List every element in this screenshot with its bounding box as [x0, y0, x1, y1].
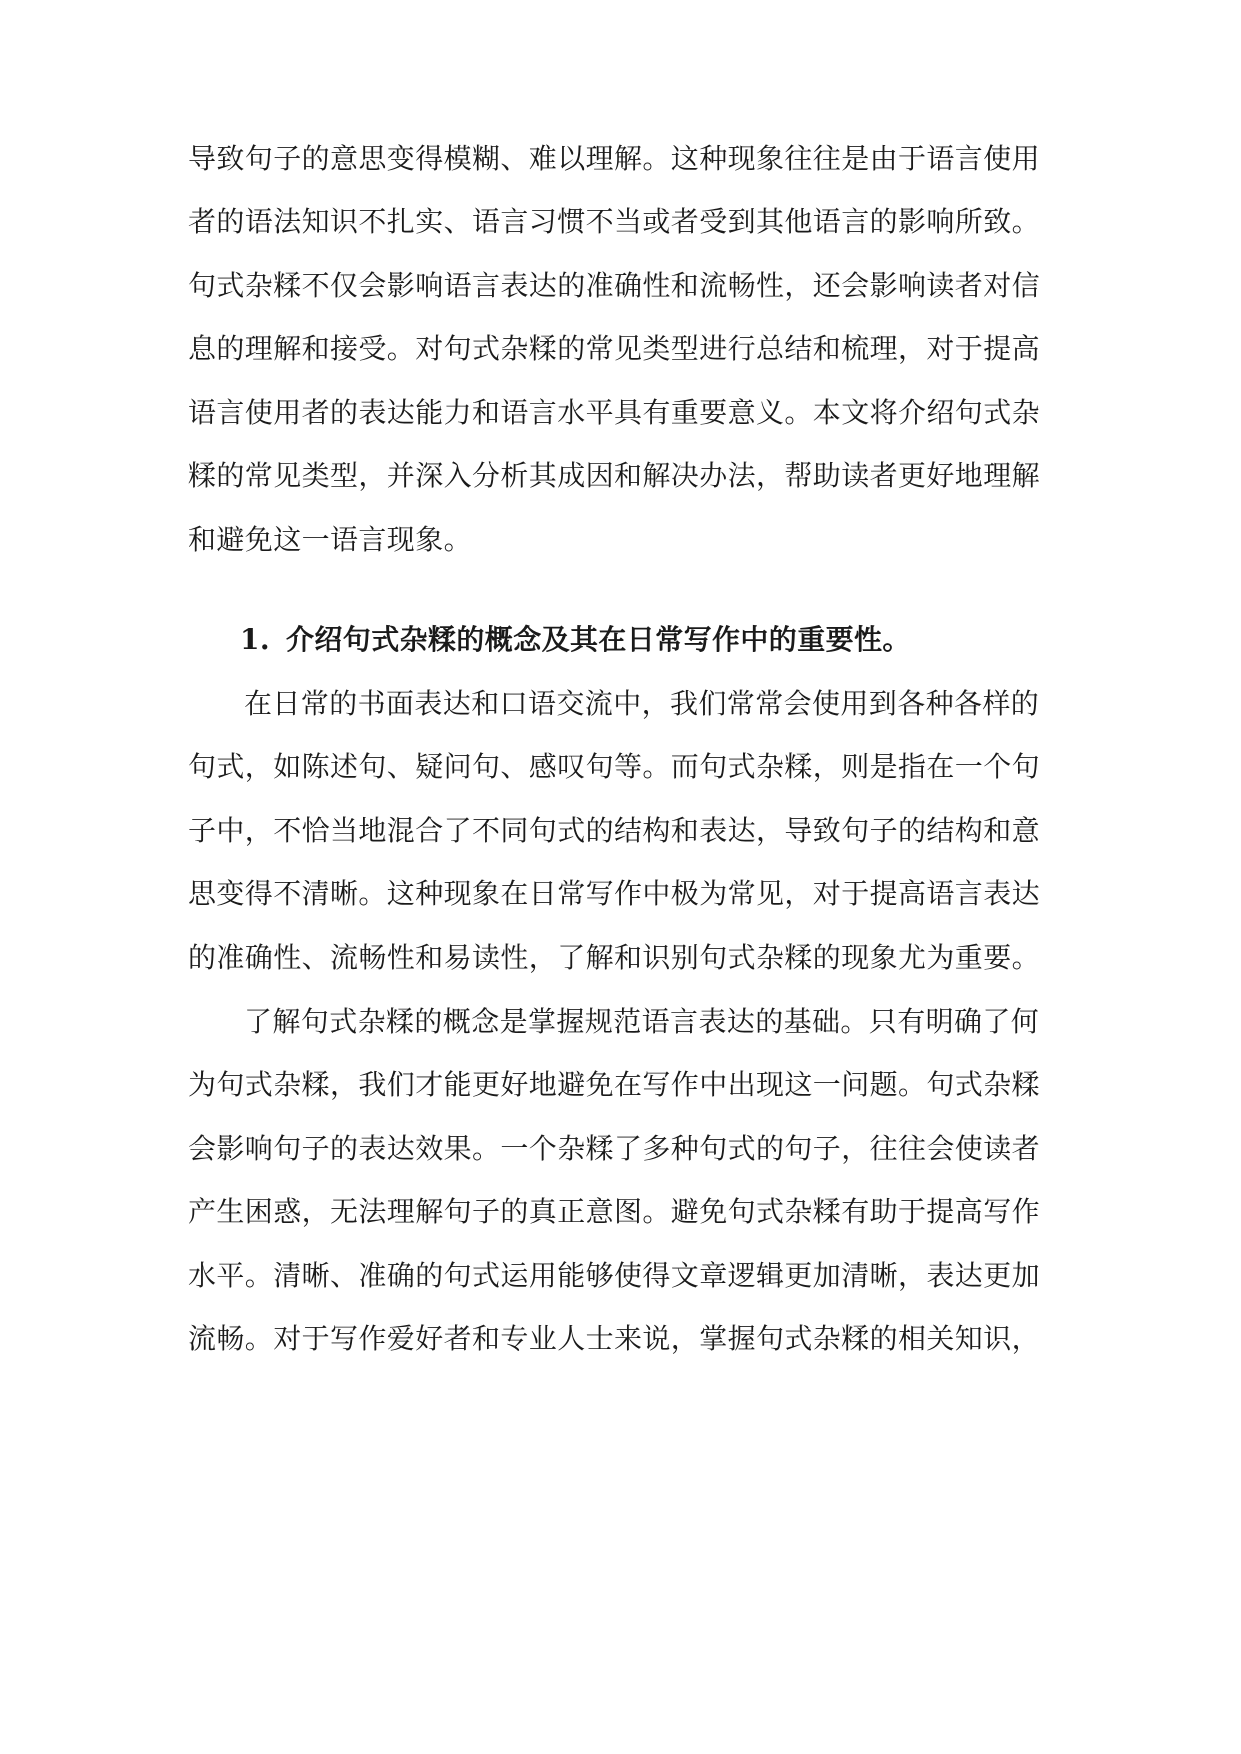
- body-text-line: 为句式杂糅，我们才能更好地避免在写作中出现这一问题。句式杂糅: [188, 1068, 1041, 1101]
- body-text-line: 在日常的书面表达和口语交流中，我们常常会使用到各种各样的: [244, 687, 1040, 720]
- section-number: 1.: [240, 623, 271, 656]
- body-text-line: 思变得不清晰。这种现象在日常写作中极为常见，对于提高语言表达: [188, 877, 1041, 910]
- body-text-line: 息的理解和接受。对句式杂糅的常见类型进行总结和梳理，对于提高: [188, 332, 1041, 365]
- body-text-line: 糅的常见类型，并深入分析其成因和解决办法，帮助读者更好地理解: [188, 459, 1041, 492]
- section-heading: [240, 622, 1040, 658]
- body-text-line: 句式杂糅不仅会影响语言表达的准确性和流畅性，还会影响读者对信: [188, 269, 1041, 302]
- body-text-line: 者的语法知识不扎实、语言习惯不当或者受到其他语言的影响所致。: [188, 205, 1041, 238]
- body-text-line: 和避免这一语言现象。: [188, 523, 473, 556]
- body-text-line: 产生困惑，无法理解句子的真正意图。避免句式杂糅有助于提高写作: [188, 1195, 1041, 1228]
- body-text-line: 水平。清晰、准确的句式运用能够使得文章逻辑更加清晰，表达更加: [188, 1259, 1041, 1292]
- body-text-line: 语言使用者的表达能力和语言水平具有重要意义。本文将介绍句式杂: [188, 396, 1041, 429]
- body-text-line: 子中，不恰当地混合了不同句式的结构和表达，导致句子的结构和意: [188, 814, 1041, 847]
- body-text-line: 句式，如陈述句、疑问句、感叹句等。而句式杂糅，则是指在一个句: [188, 750, 1041, 783]
- body-text-line: 流畅。对于写作爱好者和专业人士来说，掌握句式杂糅的相关知识，: [188, 1322, 1041, 1355]
- body-text-line: 了解句式杂糅的概念是掌握规范语言表达的基础。只有明确了何: [244, 1005, 1040, 1038]
- body-text-line: 的准确性、流畅性和易读性，了解和识别句式杂糅的现象尤为重要。: [188, 941, 1041, 974]
- body-text-line: 导致句子的意思变得模糊、难以理解。这种现象往往是由于语言使用: [188, 142, 1041, 175]
- body-text-line: 会影响句子的表达效果。一个杂糅了多种句式的句子，往往会使读者: [188, 1132, 1041, 1165]
- section-heading-text: 介绍句式杂糅的概念及其在日常写作中的重要性。: [286, 623, 911, 656]
